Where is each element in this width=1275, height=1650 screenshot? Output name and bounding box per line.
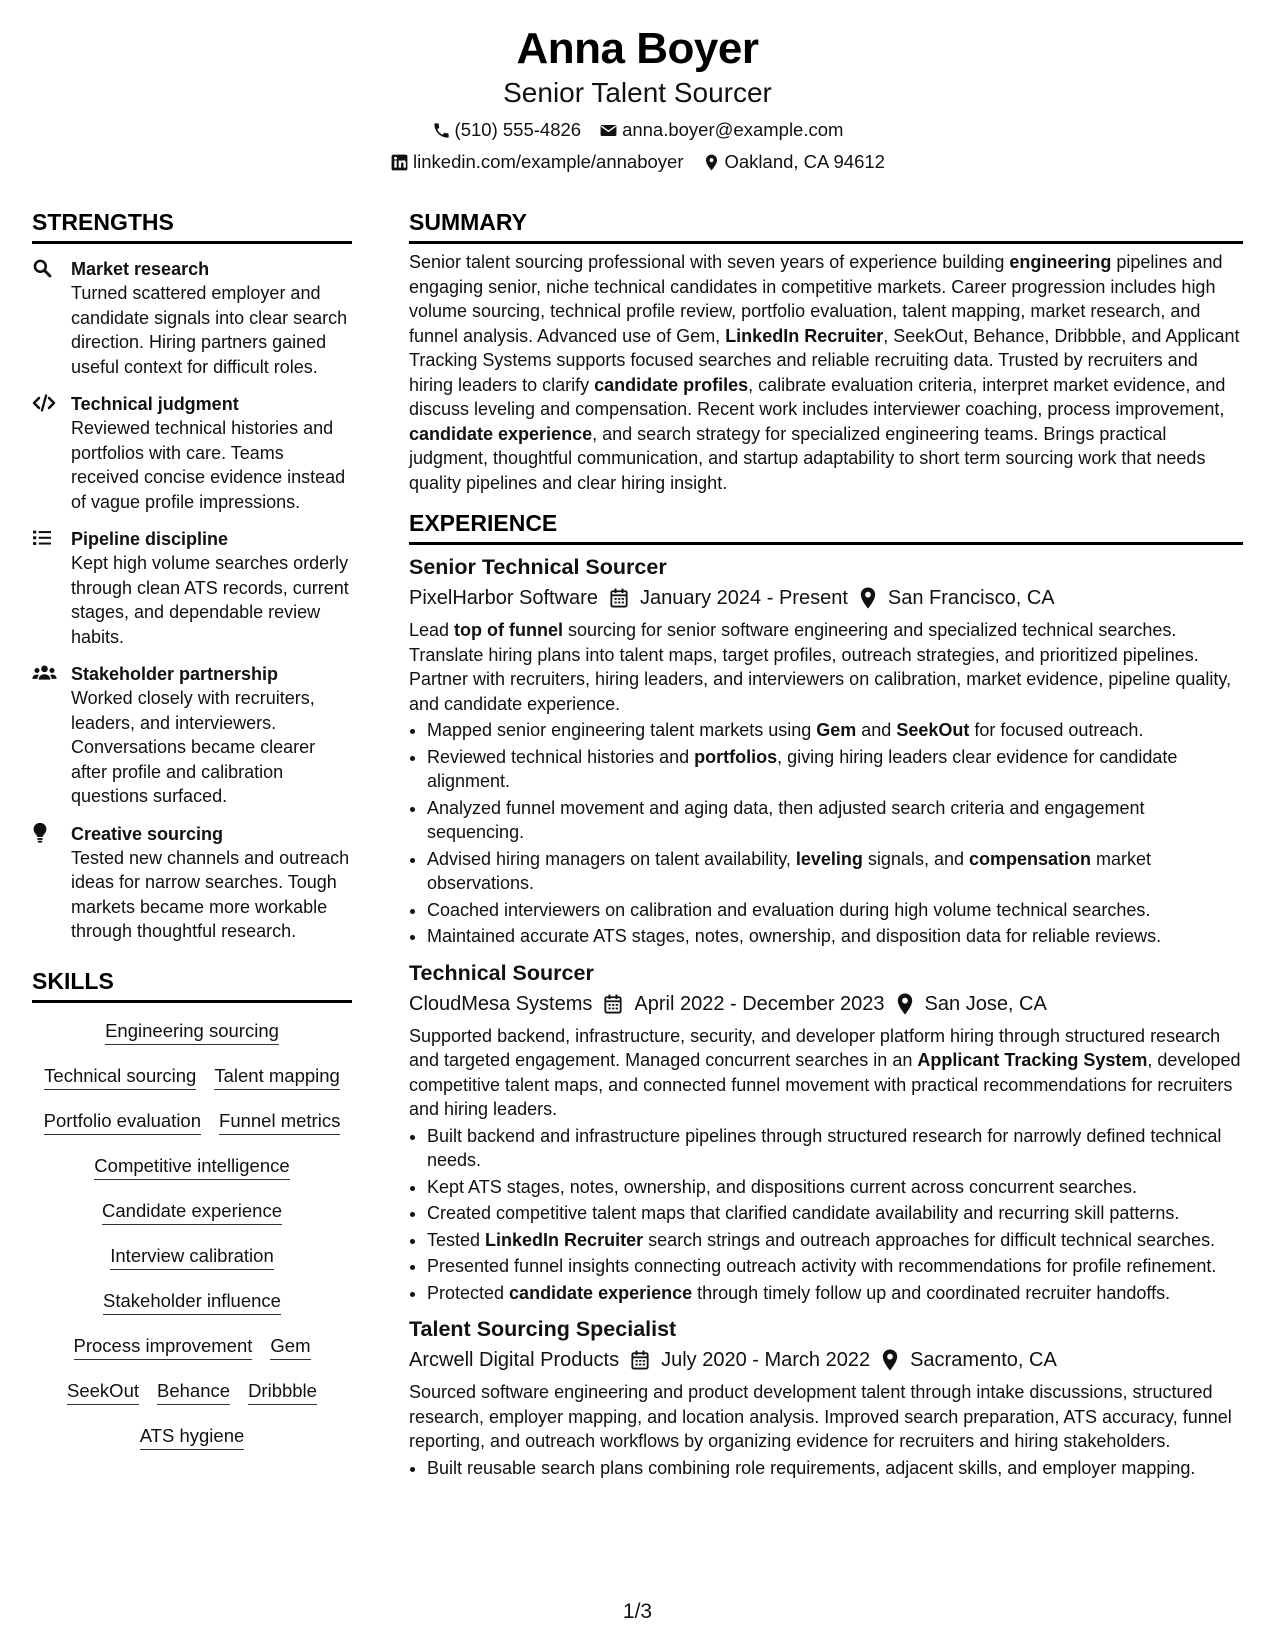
bullet-text: Mapped senior engineering talent markets using [427, 720, 817, 740]
skill-tag: Dribbble [248, 1379, 317, 1405]
contact-email[interactable] [599, 118, 843, 142]
job-bullet [427, 1281, 1243, 1306]
skill-tag: Talent mapping [214, 1064, 339, 1090]
skills-list [32, 1019, 352, 1450]
phone-icon [432, 121, 451, 140]
job-bullet [427, 1456, 1243, 1481]
strength-title: Pipeline discipline [71, 529, 229, 549]
bullet-text: Analyzed funnel movement and aging data, then adjusted search criteria and engagement sequencing. [427, 797, 1145, 842]
summary-emphasis: engineering [1009, 252, 1112, 272]
summary-emphasis: candidate profiles [594, 374, 749, 395]
summary-text: , and search strategy for specialized engineering teams. Brings practical judgment, thoughtful communication, and startup adaptability to short term sourcing work that needs quality pipelines and clear hiring insight. [409, 423, 1206, 493]
bullet-text: signals, and [862, 848, 969, 869]
job-title: Technical Sourcer [409, 960, 594, 985]
bullet-text: Maintained accurate ATS stages, notes, ownership, and disposition data for reliable reviews. [427, 926, 1162, 946]
job-description-emphasis: top of funnel [454, 620, 564, 640]
strength-item [32, 257, 352, 379]
map-pin-icon [882, 1349, 898, 1371]
bullet-text: , giving hiring leaders clear evidence for candidate alignment. [427, 746, 1178, 791]
job-title: Senior Technical Sourcer [409, 555, 667, 579]
strength-item [32, 527, 352, 649]
job-description-text: sourcing for senior software engineering and specialized technical searches. Translate hiring plans into talent maps, target profiles, outreach strategies, and prioritized pipelines. Partner with recruiters, hiring leaders, and interviewers on calibration, market evidence, pipeline quality, and candidate experience. [409, 620, 1232, 714]
job-bullets [409, 718, 1243, 949]
job-bullet [427, 1228, 1243, 1253]
skill-tag: Engineering sourcing [105, 1019, 279, 1045]
bullet-text: Presented funnel insights connecting outreach activity with recommendations for profile refinement. [427, 1256, 1217, 1276]
summary-text [409, 250, 1243, 495]
bullet-text: for focused outreach. [969, 720, 1144, 740]
skill-tag: Process improvement [74, 1334, 253, 1360]
bullet-emphasis: candidate experience [509, 1282, 693, 1303]
summary-emphasis: candidate experience [409, 423, 593, 444]
job-location: Sacramento, CA [910, 1349, 1057, 1371]
strength-item [32, 392, 352, 514]
right-column [409, 207, 1243, 1482]
bullet-text: search strings and outreach approaches for difficult technical searches. [643, 1229, 1216, 1250]
job-meta [409, 1346, 1243, 1374]
job-description-text: Sourced software engineering and product development talent through intake discussions, structured research, employer mapping, and location analysis. Improved search preparation, ATS accuracy, funnel reporting, and outreach workflows by organizing evidence for recruiters and hiring stakeholders. [409, 1382, 1232, 1451]
job-description-text: Supported backend, infrastructure, security, and developer platform hiring through structured research and targeted engagement. Managed concurrent searches in an [409, 1025, 1221, 1070]
bullet-emphasis: leveling [795, 848, 863, 869]
bullet-emphasis: portfolios [694, 746, 778, 767]
bullet-emphasis: SeekOut [896, 720, 970, 740]
bullet-text: and [856, 720, 897, 740]
strength-title: Technical judgment [71, 394, 239, 414]
bullet-emphasis: Gem [816, 720, 857, 740]
contact-phone [432, 118, 582, 142]
bullet-text: Advised hiring managers on talent availability, [427, 848, 796, 869]
skills-heading: SKILLS [32, 966, 352, 1003]
candidate-title: Senior Talent Sourcer [503, 77, 772, 108]
job-location: San Jose, CA [924, 992, 1047, 1015]
contact-row-1 [0, 118, 1275, 142]
skill-tag: Gem [270, 1334, 310, 1360]
job-bullet [427, 745, 1243, 794]
job-description [409, 1380, 1243, 1454]
job-entry [409, 553, 1243, 949]
job-entry [409, 959, 1243, 1306]
page-number: 1/3 [622, 1600, 653, 1623]
job-description [409, 618, 1243, 716]
search-icon [32, 258, 52, 278]
skill-tag: Funnel metrics [219, 1109, 340, 1135]
linkedin-icon [390, 153, 409, 172]
experience-list [409, 553, 1243, 1480]
job-bullets [409, 1456, 1243, 1481]
job-bullet [427, 718, 1243, 743]
job-dates: January 2024 - Present [639, 587, 848, 609]
calendar-icon [604, 994, 622, 1014]
lightbulb-icon [32, 822, 48, 844]
summary-text: pipelines and engaging senior, niche technical candidates in competitive markets. Career progression includes high volume sourcing, technical profile review, portfolio evaluation, talent mapping, market research, and funnel analysis. Advanced use of Gem, [409, 252, 1223, 346]
location-text: Oakland, CA 94612 [724, 151, 885, 172]
summary-text: , calibrate evaluation criteria, interpret market evidence, and discuss leveling and compensation. Recent work includes interviewer coaching, process improvement, [409, 374, 1226, 419]
linkedin-text[interactable]: linkedin.com/example/annaboyer [413, 151, 684, 172]
email-text[interactable]: anna.boyer@example.com [622, 119, 844, 140]
strength-desc: Turned scattered employer and candidate signals into clear search direction. Hiring partners gained useful context for difficult roles. [71, 283, 348, 377]
contact-location [702, 150, 885, 174]
skill-tag: Stakeholder influence [103, 1289, 281, 1315]
map-pin-icon [702, 153, 721, 172]
job-meta [409, 990, 1243, 1018]
job-dates: April 2022 - December 2023 [634, 992, 885, 1015]
job-description [409, 1024, 1243, 1122]
bullet-text: through timely follow up and coordinated recruiter handoffs. [692, 1282, 1171, 1303]
job-company: CloudMesa Systems [409, 992, 593, 1015]
job-bullet [427, 847, 1243, 896]
phone-text: (510) 555-4826 [454, 119, 582, 140]
bullet-text: Reviewed technical histories and [427, 746, 695, 767]
strengths-heading: STRENGTHS [32, 207, 352, 244]
strength-item [32, 822, 352, 944]
bullet-text: Tested [427, 1229, 486, 1250]
strength-title: Stakeholder partnership [71, 664, 279, 684]
strength-desc: Reviewed technical histories and portfolios with care. Teams received concise evidence instead of vague profile impressions. [71, 418, 346, 512]
strength-item [32, 662, 352, 809]
skills-section [32, 966, 352, 1450]
bullet-text: Built backend and infrastructure pipelines through structured research for narrowly defined technical needs. [427, 1125, 1222, 1170]
calendar-icon [631, 1350, 649, 1370]
bullet-text: Kept ATS stages, notes, ownership, and dispositions current across concurrent searches. [427, 1176, 1138, 1197]
bullet-text: market observations. [427, 848, 1152, 893]
skill-tag: SeekOut [67, 1379, 139, 1405]
list-icon [32, 529, 52, 547]
experience-heading: EXPERIENCE [409, 508, 1243, 545]
strength-desc: Kept high volume searches orderly through clean ATS records, current stages, and dependable review habits. [71, 553, 349, 647]
contact-row-2 [0, 150, 1275, 174]
bullet-emphasis: compensation [968, 848, 1092, 869]
bullet-text: Protected [427, 1282, 510, 1303]
job-description-text: , developed competitive talent maps, and connected funnel movement with practical recommendations for recruiters and hiring leaders. [409, 1050, 1241, 1119]
job-bullet [427, 796, 1243, 845]
summary-text: , SeekOut, Behance, Dribbble, and Applicant Tracking Systems supports focused searches and reliable recruiting data. Trusted by recruiters and hiring leaders to clarify [409, 325, 1240, 395]
bullet-emphasis: LinkedIn Recruiter [485, 1229, 644, 1250]
skill-tag: ATS hygiene [140, 1424, 245, 1450]
summary-text: Senior talent sourcing professional with seven years of experience building [409, 252, 1010, 272]
skill-tag: Behance [157, 1379, 230, 1405]
job-company: Arcwell Digital Products [409, 1349, 620, 1371]
skill-tag: Candidate experience [102, 1199, 282, 1225]
strength-desc: Worked closely with recruiters, leaders, and interviewers. Conversations became clearer after profile and calibration questions surfaced. [71, 688, 316, 806]
job-bullet [427, 1124, 1243, 1173]
left-column [32, 207, 352, 1450]
resume-header [0, 22, 1275, 174]
bullet-text: Built reusable search plans combining role requirements, adjacent skills, and employer mapping. [427, 1457, 1196, 1478]
job-bullet [427, 1201, 1243, 1226]
job-meta [409, 584, 1243, 612]
calendar-icon [610, 588, 628, 608]
job-dates: July 2020 - March 2022 [661, 1349, 871, 1371]
skill-tag: Competitive intelligence [94, 1154, 289, 1180]
envelope-icon [599, 121, 618, 140]
job-description-text: Lead [409, 620, 455, 640]
skill-tag: Interview calibration [110, 1244, 274, 1270]
strength-desc: Tested new channels and outreach ideas for narrow searches. Tough markets became more workable through thoughtful research. [71, 847, 350, 941]
job-title: Talent Sourcing Specialist [409, 1317, 677, 1341]
map-pin-icon [897, 993, 913, 1015]
job-entry [409, 1315, 1243, 1480]
job-description-emphasis: Applicant Tracking System [917, 1050, 1148, 1070]
users-icon [32, 663, 57, 683]
contact-linkedin[interactable] [390, 150, 683, 174]
job-bullet [427, 1175, 1243, 1200]
strength-title: Market research [71, 259, 210, 279]
job-bullet [427, 898, 1243, 923]
candidate-name: Anna Boyer [516, 24, 759, 73]
job-bullet [427, 1254, 1243, 1279]
job-location: San Francisco, CA [887, 587, 1055, 609]
summary-emphasis: LinkedIn Recruiter [725, 325, 884, 346]
summary-heading: SUMMARY [409, 207, 1243, 244]
code-icon [32, 393, 56, 413]
bullet-text: Created competitive talent maps that clarified candidate availability and recurring skill patterns. [427, 1203, 1180, 1223]
skill-tag: Portfolio evaluation [44, 1109, 201, 1135]
bullet-text: Coached interviewers on calibration and evaluation during high volume technical searches. [427, 899, 1151, 920]
skill-tag: Technical sourcing [44, 1064, 196, 1090]
job-bullet [427, 924, 1243, 949]
job-company: PixelHarbor Software [409, 587, 598, 609]
strength-title: Creative sourcing [71, 823, 224, 844]
map-pin-icon [860, 587, 876, 609]
job-bullets [409, 1124, 1243, 1306]
